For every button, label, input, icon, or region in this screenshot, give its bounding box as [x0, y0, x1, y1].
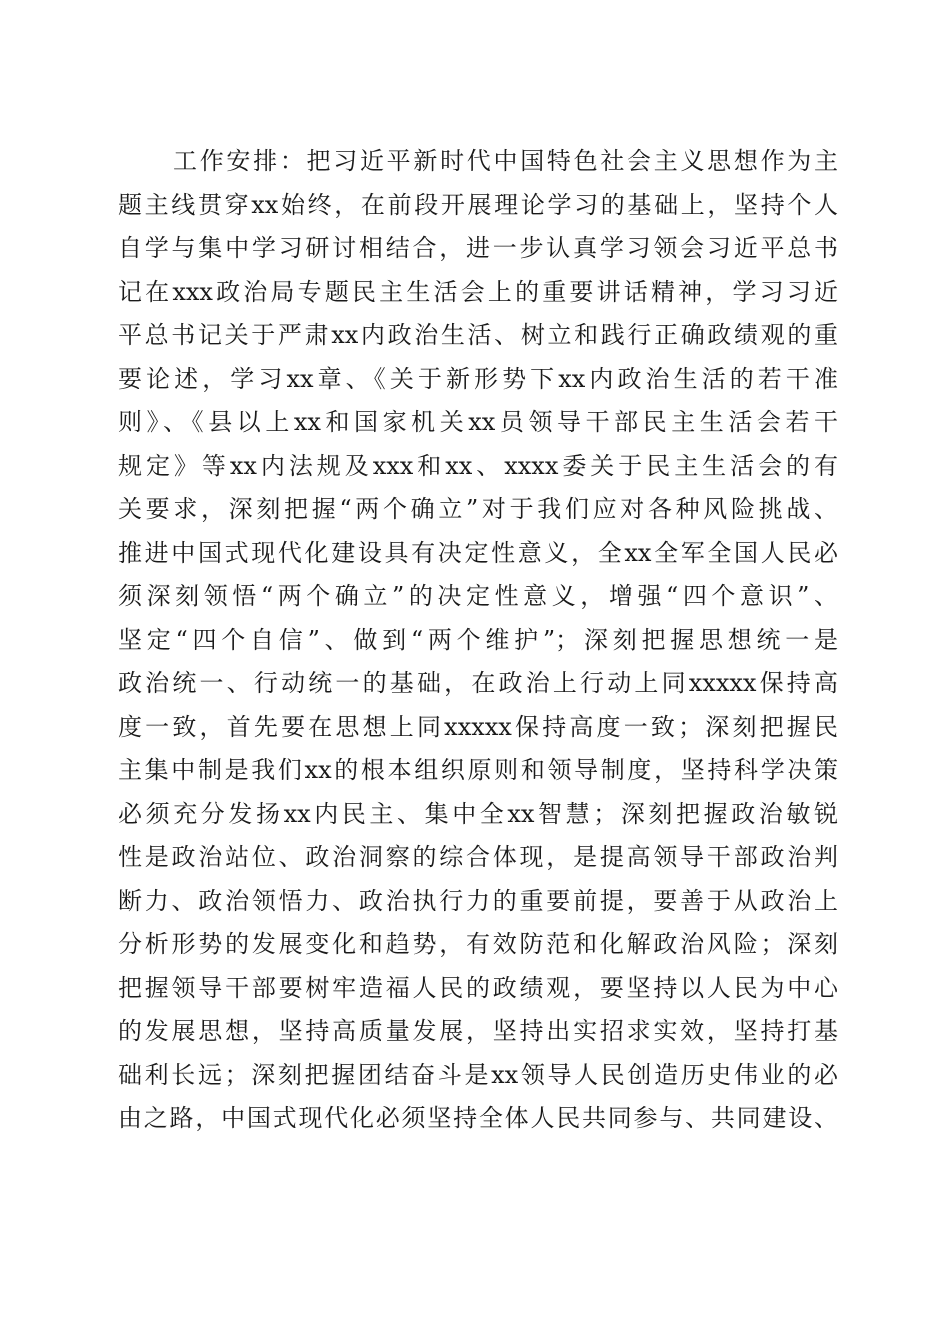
- text-line: 础利长远；深刻把握团结奋斗是xx领导人民创造历史伟业的必: [118, 1060, 838, 1089]
- text-line: 分析形势的发展变化和趋势，有效防范和化解政治风险；深刻: [118, 930, 838, 958]
- text-line: 须深刻领悟“两个确立”的决定性意义，增强“四个意识”、: [118, 582, 838, 610]
- text-line: 要论述，学习xx章、《关于新形势下xx内政治生活的若干准: [118, 364, 838, 393]
- text-line: 工作安排：把习近平新时代中国特色社会主义思想作为主: [173, 147, 838, 175]
- text-line: 断力、政治领悟力、政治执行力的重要前提，要善于从政治上: [118, 886, 838, 915]
- text-line: 关要求，深刻把握“两个确立”对于我们应对各种风险挑战、: [118, 495, 838, 523]
- text-line: 由之路，中国式现代化必须坚持全体人民共同参与、共同建设、: [118, 1104, 838, 1132]
- text-line: 性是政治站位、政治洞察的综合体现，是提高领导干部政治判: [118, 843, 838, 871]
- text-line: 把握领导干部要树牢造福人民的政绩观，要坚持以人民为中心: [118, 973, 838, 1002]
- text-line: 题主线贯穿xx始终，在前段开展理论学习的基础上，坚持个人: [118, 190, 838, 219]
- text-line: 则》、《县以上xx和国家机关xx员领导干部民主生活会若干: [118, 408, 838, 436]
- text-line: 的发展思想，坚持高质量发展，坚持出实招求实效，坚持打基: [118, 1017, 838, 1045]
- body-paragraph: [118, 140, 838, 1141]
- text-line: 度一致，首先要在思想上同xxxxx保持高度一致；深刻把握民: [118, 712, 838, 741]
- text-line: 必须充分发扬xx内民主、集中全xx智慧；深刻把握政治敏锐: [118, 799, 838, 828]
- text-line: 推进中国式现代化建设具有决定性意义，全xx全军全国人民必: [118, 538, 838, 567]
- text-line: 坚定“四个自信”、做到“两个维护”；深刻把握思想统一是: [118, 625, 838, 654]
- text-line: 主集中制是我们xx的根本组织原则和领导制度，坚持科学决策: [118, 756, 838, 784]
- text-line: 平总书记关于严肃xx内政治生活、树立和践行正确政绩观的重: [118, 321, 838, 349]
- text-line: 规定》等xx内法规及xxx和xx、xxxx委关于民主生活会的有: [118, 451, 838, 480]
- text-line: 自学与集中学习研讨相结合，进一步认真学习领会习近平总书: [118, 234, 838, 262]
- text-line: 记在xxx政治局专题民主生活会上的重要讲话精神，学习习近: [118, 277, 838, 306]
- text-line: 政治统一、行动统一的基础，在政治上行动上同xxxxx保持高: [118, 669, 838, 697]
